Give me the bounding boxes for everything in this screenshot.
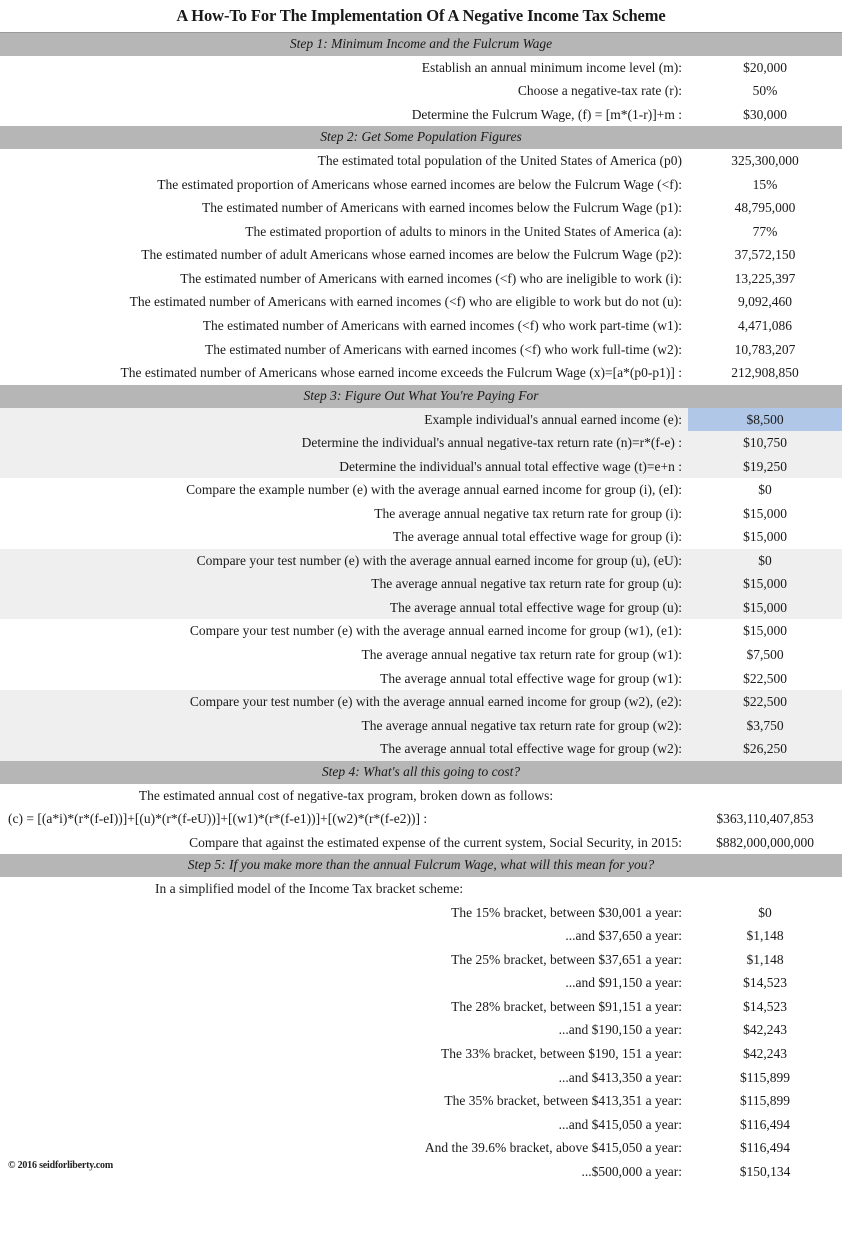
row-value: $363,110,407,853 — [716, 811, 814, 827]
table-row — [0, 243, 842, 267]
row-value: 50% — [752, 83, 778, 99]
row-value: 10,783,207 — [734, 341, 796, 357]
table-row — [0, 784, 842, 808]
table-row — [0, 1160, 842, 1184]
table-row — [0, 408, 842, 432]
row-value: 4,471,086 — [738, 318, 792, 334]
row-label: In a simplified model of the Income Tax bracket scheme: — [155, 881, 464, 897]
table-row — [0, 971, 842, 995]
table-row — [0, 431, 842, 455]
row-label: The average annual total effective wage for group (i): — [392, 529, 682, 545]
table-row — [0, 1018, 842, 1042]
row-label: The estimated number of Americans with earned incomes (<f) who are ineligible to work (i): — [180, 270, 682, 286]
row-label: Compare your test number (e) with the average annual earned income for group (u), (eU): — [0, 549, 688, 573]
row-value: $116,494 — [739, 1116, 791, 1132]
row-label: The estimated number of Americans with earned incomes below the Fulcrum Wage (p1): — [201, 200, 682, 216]
step-header-row — [0, 32, 842, 55]
table-row — [0, 455, 842, 479]
table-row — [0, 338, 842, 362]
table-row — [0, 1042, 842, 1066]
step-header-row — [0, 126, 842, 149]
row-label: The estimated number of Americans with earned incomes (<f) who work part-time (w1): — [202, 318, 682, 334]
row-value: 325,300,000 — [731, 153, 799, 169]
table-row — [0, 103, 842, 127]
table-row — [0, 596, 842, 620]
row-value: $15,000 — [743, 505, 787, 521]
table-row — [0, 267, 842, 291]
row-label: The average annual total effective wage for group (u): — [0, 596, 688, 620]
step-header-row — [0, 385, 842, 408]
row-label: Example individual's annual earned income (e): — [0, 408, 688, 432]
row-value: $115,899 — [739, 1093, 791, 1109]
row-value: $7,500 — [746, 647, 784, 662]
row-label: Establish an annual minimum income level (m): — [421, 59, 682, 75]
step-header-row — [0, 761, 842, 784]
table-row — [0, 1113, 842, 1137]
table-row — [0, 572, 842, 596]
row-label: ...and $413,350 a year: — [558, 1069, 682, 1085]
table-row — [0, 619, 842, 643]
row-value: 9,092,460 — [738, 294, 792, 310]
table-row — [0, 924, 842, 948]
row-value: $42,243 — [743, 1045, 787, 1061]
row-label: ...and $415,050 a year: — [558, 1116, 682, 1132]
table-row — [0, 149, 842, 173]
row-label: The estimated total population of the United States of America (p0) — [317, 153, 682, 169]
table-row — [0, 290, 842, 314]
row-label: The average annual total effective wage for group (w2): — [0, 737, 688, 761]
row-label: The 25% bracket, between $37,651 a year: — [451, 951, 682, 967]
row-label: Compare the example number (e) with the average annual earned income for group (i), (eI): — [186, 482, 682, 498]
table-row — [0, 995, 842, 1019]
table-row — [0, 831, 842, 855]
row-value: $0 — [758, 904, 772, 920]
row-label: The estimated proportion of Americans whose earned incomes are below the Fulcrum Wage (<f): — [157, 176, 682, 192]
table-row — [0, 173, 842, 197]
table-row — [0, 314, 842, 338]
table-row — [0, 502, 842, 526]
table-row — [0, 56, 842, 80]
row-value: $882,000,000,000 — [716, 834, 814, 850]
row-value — [688, 877, 842, 901]
step-heading: Step 5: If you make more than the annual Fulcrum Wage, what will this mean for you? — [0, 854, 842, 877]
row-label: The estimated number of Americans with earned incomes (<f) who are eligible to work but do not (u): — [129, 294, 682, 310]
table-row — [0, 643, 842, 667]
row-value: 15% — [752, 176, 778, 192]
table-row — [0, 901, 842, 925]
row-label: Choose a negative-tax rate (r): — [517, 83, 682, 99]
step-heading: Step 3: Figure Out What You're Paying For — [0, 385, 842, 408]
table-row — [0, 1089, 842, 1113]
step-heading: Step 2: Get Some Population Figures — [0, 126, 842, 149]
row-value: $14,523 — [743, 975, 787, 991]
row-label: The average annual negative tax return rate for group (u): — [0, 572, 688, 596]
table-row — [0, 79, 842, 103]
negative-income-tax-table — [0, 32, 842, 1183]
step-heading: Step 4: What's all this going to cost? — [0, 761, 842, 784]
row-value: $15,000 — [688, 572, 842, 596]
row-value: $15,000 — [688, 596, 842, 620]
row-label: The estimated proportion of adults to minors in the United States of America (a): — [245, 223, 682, 239]
table-body — [0, 32, 842, 1183]
row-value: $20,000 — [743, 59, 787, 75]
page-title: A How-To For The Implementation Of A Negative Income Tax Scheme — [176, 6, 666, 25]
row-value: $0 — [688, 549, 842, 573]
table-row — [0, 361, 842, 385]
row-label: The 35% bracket, between $413,351 a year: — [444, 1093, 682, 1109]
row-label: The estimated annual cost of negative-tax program, broken down as follows: — [138, 787, 554, 803]
row-label: The 28% bracket, between $91,151 a year: — [451, 998, 682, 1014]
table-row — [0, 948, 842, 972]
row-value: $150,134 — [739, 1163, 791, 1179]
row-value: 48,795,000 — [734, 200, 796, 216]
row-value: $0 — [758, 482, 772, 498]
row-label: Compare your test number (e) with the average annual earned income for group (w2), (e2): — [0, 690, 688, 714]
row-label: Compare your test number (e) with the average annual earned income for group (w1), (e1): — [189, 623, 682, 639]
row-value: $22,500 — [688, 690, 842, 714]
row-label: The average annual negative tax return rate for group (w2): — [0, 714, 688, 738]
row-value: $14,523 — [743, 998, 787, 1014]
row-value: $1,148 — [746, 951, 784, 967]
row-value: $30,000 — [743, 106, 787, 122]
table-row — [0, 667, 842, 691]
row-value: $115,899 — [739, 1069, 791, 1085]
row-value: $22,500 — [743, 670, 787, 686]
table-row — [0, 737, 842, 761]
table-row — [0, 525, 842, 549]
row-label: The estimated number of Americans whose earned income exceeds the Fulcrum Wage (x)=[a*(p0-p1)] : — [120, 365, 682, 381]
row-label: The estimated number of Americans with earned incomes (<f) who work full-time (w2): — [205, 341, 682, 357]
table-row — [0, 549, 842, 573]
row-label: The average annual negative tax return rate for group (i): — [374, 505, 682, 521]
table-row — [0, 690, 842, 714]
row-value: 77% — [752, 223, 778, 239]
row-label: (c) = [(a*i)*(r*(f-eI))]+[(u)*(r*(f-eU))]+[(w1)*(r*(f-e1))]+[(w2)*(r*(f-e2))] : — [8, 811, 428, 827]
row-value: $19,250 — [688, 455, 842, 479]
row-label: ...and $37,650 a year: — [565, 928, 682, 944]
row-label: The 33% bracket, between $190, 151 a year: — [440, 1045, 682, 1061]
row-label: The average annual total effective wage for group (w1): — [380, 670, 682, 686]
table-row — [0, 196, 842, 220]
table-row — [0, 220, 842, 244]
row-value: $1,148 — [746, 928, 784, 944]
row-value: $15,000 — [743, 529, 787, 545]
row-label: The average annual negative tax return rate for group (w1): — [361, 647, 682, 662]
step-heading: Step 1: Minimum Income and the Fulcrum Wage — [0, 32, 842, 55]
copyright-credit: © 2016 seidforliberty.com — [8, 1160, 113, 1172]
row-value: 212,908,850 — [731, 365, 799, 381]
table-row — [0, 877, 842, 901]
row-label: Determine the individual's annual negative-tax return rate (n)=r*(f-e) : — [0, 431, 688, 455]
table-row — [0, 807, 842, 831]
table-row — [0, 714, 842, 738]
row-label: Determine the Fulcrum Wage, (f) = [m*(1-r)]+m : — [411, 106, 682, 122]
table-row — [0, 1136, 842, 1160]
row-label: ...$500,000 a year: — [581, 1163, 682, 1179]
row-value: $26,250 — [688, 737, 842, 761]
row-value: $10,750 — [688, 431, 842, 455]
row-value: $3,750 — [688, 714, 842, 738]
row-value: $15,000 — [743, 623, 787, 639]
row-label: Compare that against the estimated expense of the current system, Social Security, in 2015: — [189, 834, 682, 850]
row-value: $116,494 — [739, 1140, 791, 1156]
row-value: 37,572,150 — [734, 247, 796, 263]
row-value: 13,225,397 — [734, 270, 796, 286]
row-label: ...and $91,150 a year: — [565, 975, 682, 991]
step-header-row — [0, 854, 842, 877]
row-label: Determine the individual's annual total effective wage (t)=e+n : — [0, 455, 688, 479]
table-row — [0, 478, 842, 502]
row-value-highlighted[interactable]: $8,500 — [688, 408, 842, 432]
row-label: The 15% bracket, between $30,001 a year: — [451, 904, 682, 920]
row-label: ...and $190,150 a year: — [558, 1022, 682, 1038]
table-row — [0, 1066, 842, 1090]
row-label: The estimated number of adult Americans whose earned incomes are below the Fulcrum Wage (p2): — [141, 247, 682, 263]
row-label: And the 39.6% bracket, above $415,050 a year: — [424, 1140, 682, 1156]
row-value — [688, 784, 842, 808]
row-value: $42,243 — [743, 1022, 787, 1038]
